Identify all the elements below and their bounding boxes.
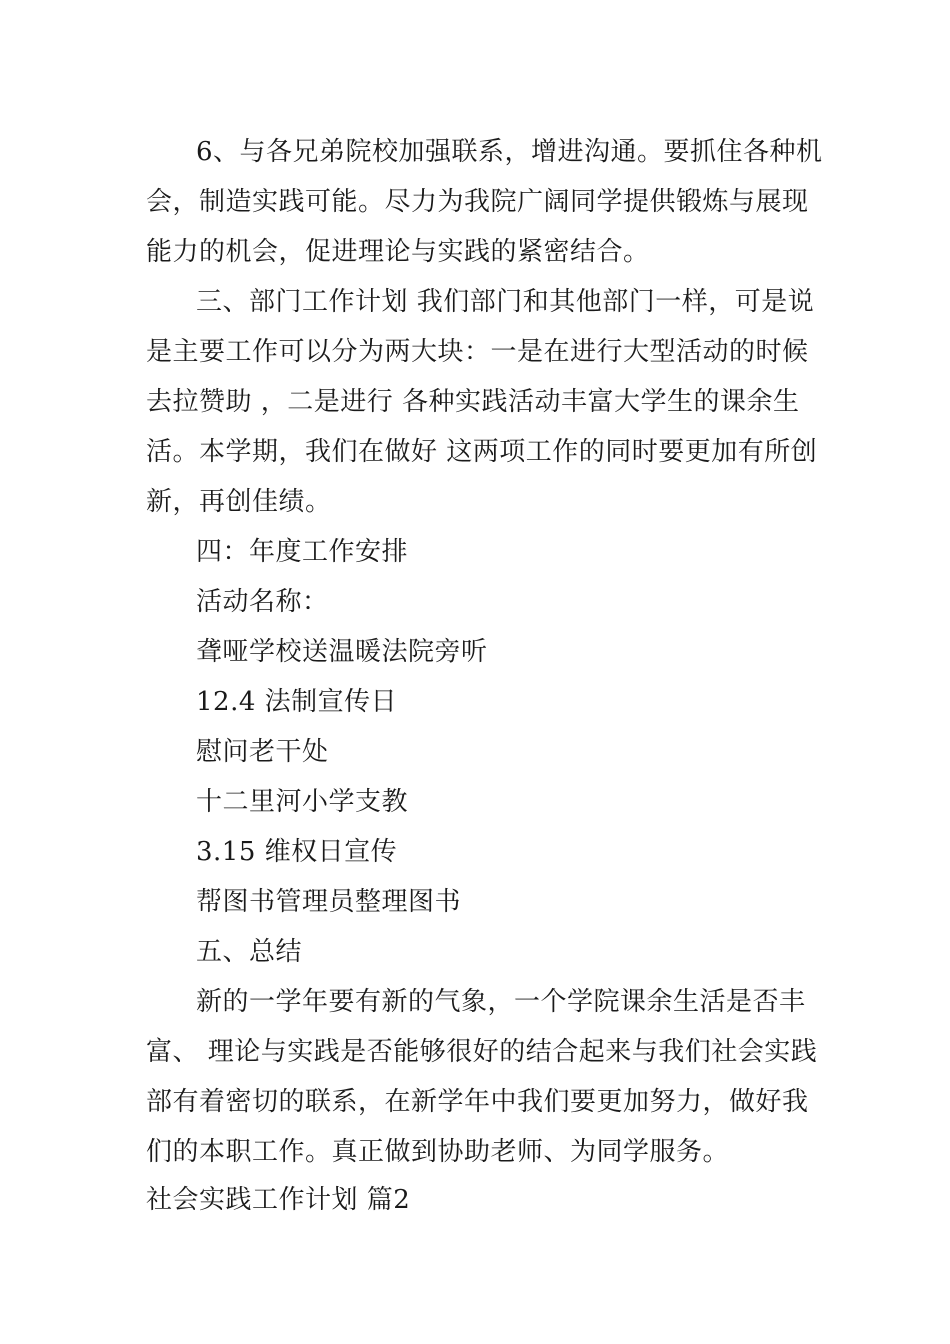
paragraph-line: 是主要工作可以分为两大块：一是在进行大型活动的时候 [146,337,809,367]
paragraph-line: 会，制造实践可能。尽力为我院广阔同学提供锻炼与展现 [146,187,809,217]
paragraph-line: 新，再创佳绩。 [146,487,332,517]
list-item: 帮图书管理员整理图书 [196,887,462,917]
document-title: 社会实践工作计划 篇2 [146,1185,411,1215]
list-item: 慰问老干处 [196,737,329,767]
section-heading: 五、总结 [196,937,303,967]
section-heading: 四：年度工作安排 [196,537,409,567]
list-item: 12.4 法制宣传日 [196,687,398,717]
paragraph-line: 能力的机会，促进理论与实践的紧密结合。 [146,237,650,267]
paragraph-line: 新的一学年要有新的气象，一个学院课余生活是否丰 [196,987,806,1017]
list-item: 聋哑学校送温暖法院旁听 [196,637,488,667]
paragraph-line: 富、 理论与实践是否能够很好的结合起来与我们社会实践 [146,1037,818,1067]
paragraph-line: 活。本学期，我们在做好 这两项工作的同时要更加有所创 [146,437,818,467]
list-label: 活动名称： [196,587,329,617]
paragraph-line: 去拉赞助 ，二是进行 各种实践活动丰富大学生的课余生 [146,387,800,417]
paragraph-line: 部有着密切的联系，在新学年中我们要更加努力，做好我 [146,1087,809,1117]
list-item: 十二里河小学支教 [196,787,409,817]
list-item: 3.15 维权日宣传 [196,837,398,867]
paragraph-line: 6、与各兄弟院校加强联系，增进沟通。要抓住各种机 [196,137,823,167]
paragraph-line: 们的本职工作。真正做到协助老师、为同学服务。 [146,1137,730,1167]
paragraph-line: 三、部门工作计划 我们部门和其他部门一样，可是说 [196,287,815,317]
